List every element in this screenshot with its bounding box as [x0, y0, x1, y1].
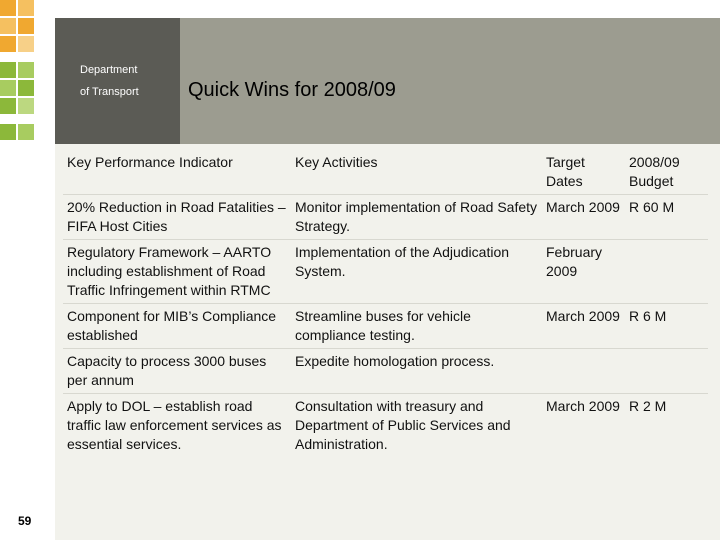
- cell-budget: R 2 M: [625, 394, 708, 458]
- header-budget: 2008/09 Budget: [629, 154, 680, 189]
- square-orange: [0, 0, 16, 16]
- header-logo-panel: [55, 18, 180, 144]
- square-orange: [18, 18, 34, 34]
- table-row: [63, 304, 708, 349]
- cell-kpi: 20% Reduction in Road Fatalities – FIFA Host Cities: [63, 195, 291, 240]
- cell-target: [542, 349, 625, 394]
- table-row: [63, 195, 708, 240]
- cell-activity: Expedite homologation process.: [291, 349, 542, 394]
- square-orange: [0, 36, 16, 52]
- square-green: [0, 124, 16, 140]
- header-target-dates: Target Dates: [546, 154, 585, 189]
- cell-target: March 2009: [542, 394, 625, 458]
- cell-activity: Consultation with treasury and Department of Public Services and Administration.: [291, 394, 542, 458]
- table-header-row: [63, 150, 708, 195]
- square-green: [18, 80, 34, 96]
- square-green: [0, 62, 16, 78]
- square-green: [0, 98, 16, 114]
- cell-kpi: Regulatory Framework – AARTO including establishment of Road Traffic Infringement within RTMC: [63, 240, 291, 304]
- department-label: Department: [80, 64, 138, 76]
- table-row: [63, 240, 708, 304]
- table-row: [63, 394, 708, 458]
- square-green: [18, 98, 34, 114]
- square-green: [18, 124, 34, 140]
- cell-kpi: Apply to DOL – establish road traffic law enforcement services as essential services.: [63, 394, 291, 458]
- table-row: [63, 349, 708, 394]
- decorative-squares: [0, 0, 55, 150]
- page-number: 59: [18, 514, 32, 528]
- slide-title: Quick Wins for 2008/09: [188, 79, 396, 101]
- header-kpi: Key Performance Indicator: [67, 154, 233, 170]
- cell-activity: Monitor implementation of Road Safety Strategy.: [291, 195, 542, 240]
- cell-target: March 2009: [542, 195, 625, 240]
- department-label-2: of Transport: [80, 86, 139, 98]
- cell-budget: [625, 349, 708, 394]
- cell-budget: R 6 M: [625, 304, 708, 349]
- square-orange: [0, 18, 16, 34]
- kpi-table: [63, 150, 708, 457]
- square-orange: [18, 0, 34, 16]
- cell-budget: R 60 M: [625, 195, 708, 240]
- cell-budget: [625, 240, 708, 304]
- header-activities: Key Activities: [295, 154, 378, 170]
- cell-activity: Streamline buses for vehicle compliance testing.: [291, 304, 542, 349]
- cell-target: March 2009: [542, 304, 625, 349]
- cell-kpi: Capacity to process 3000 buses per annum: [63, 349, 291, 394]
- square-green: [18, 62, 34, 78]
- square-orange: [18, 36, 34, 52]
- cell-target: February 2009: [542, 240, 625, 304]
- cell-activity: Implementation of the Adjudication System.: [291, 240, 542, 304]
- cell-kpi: Component for MIB’s Compliance established: [63, 304, 291, 349]
- square-green: [0, 80, 16, 96]
